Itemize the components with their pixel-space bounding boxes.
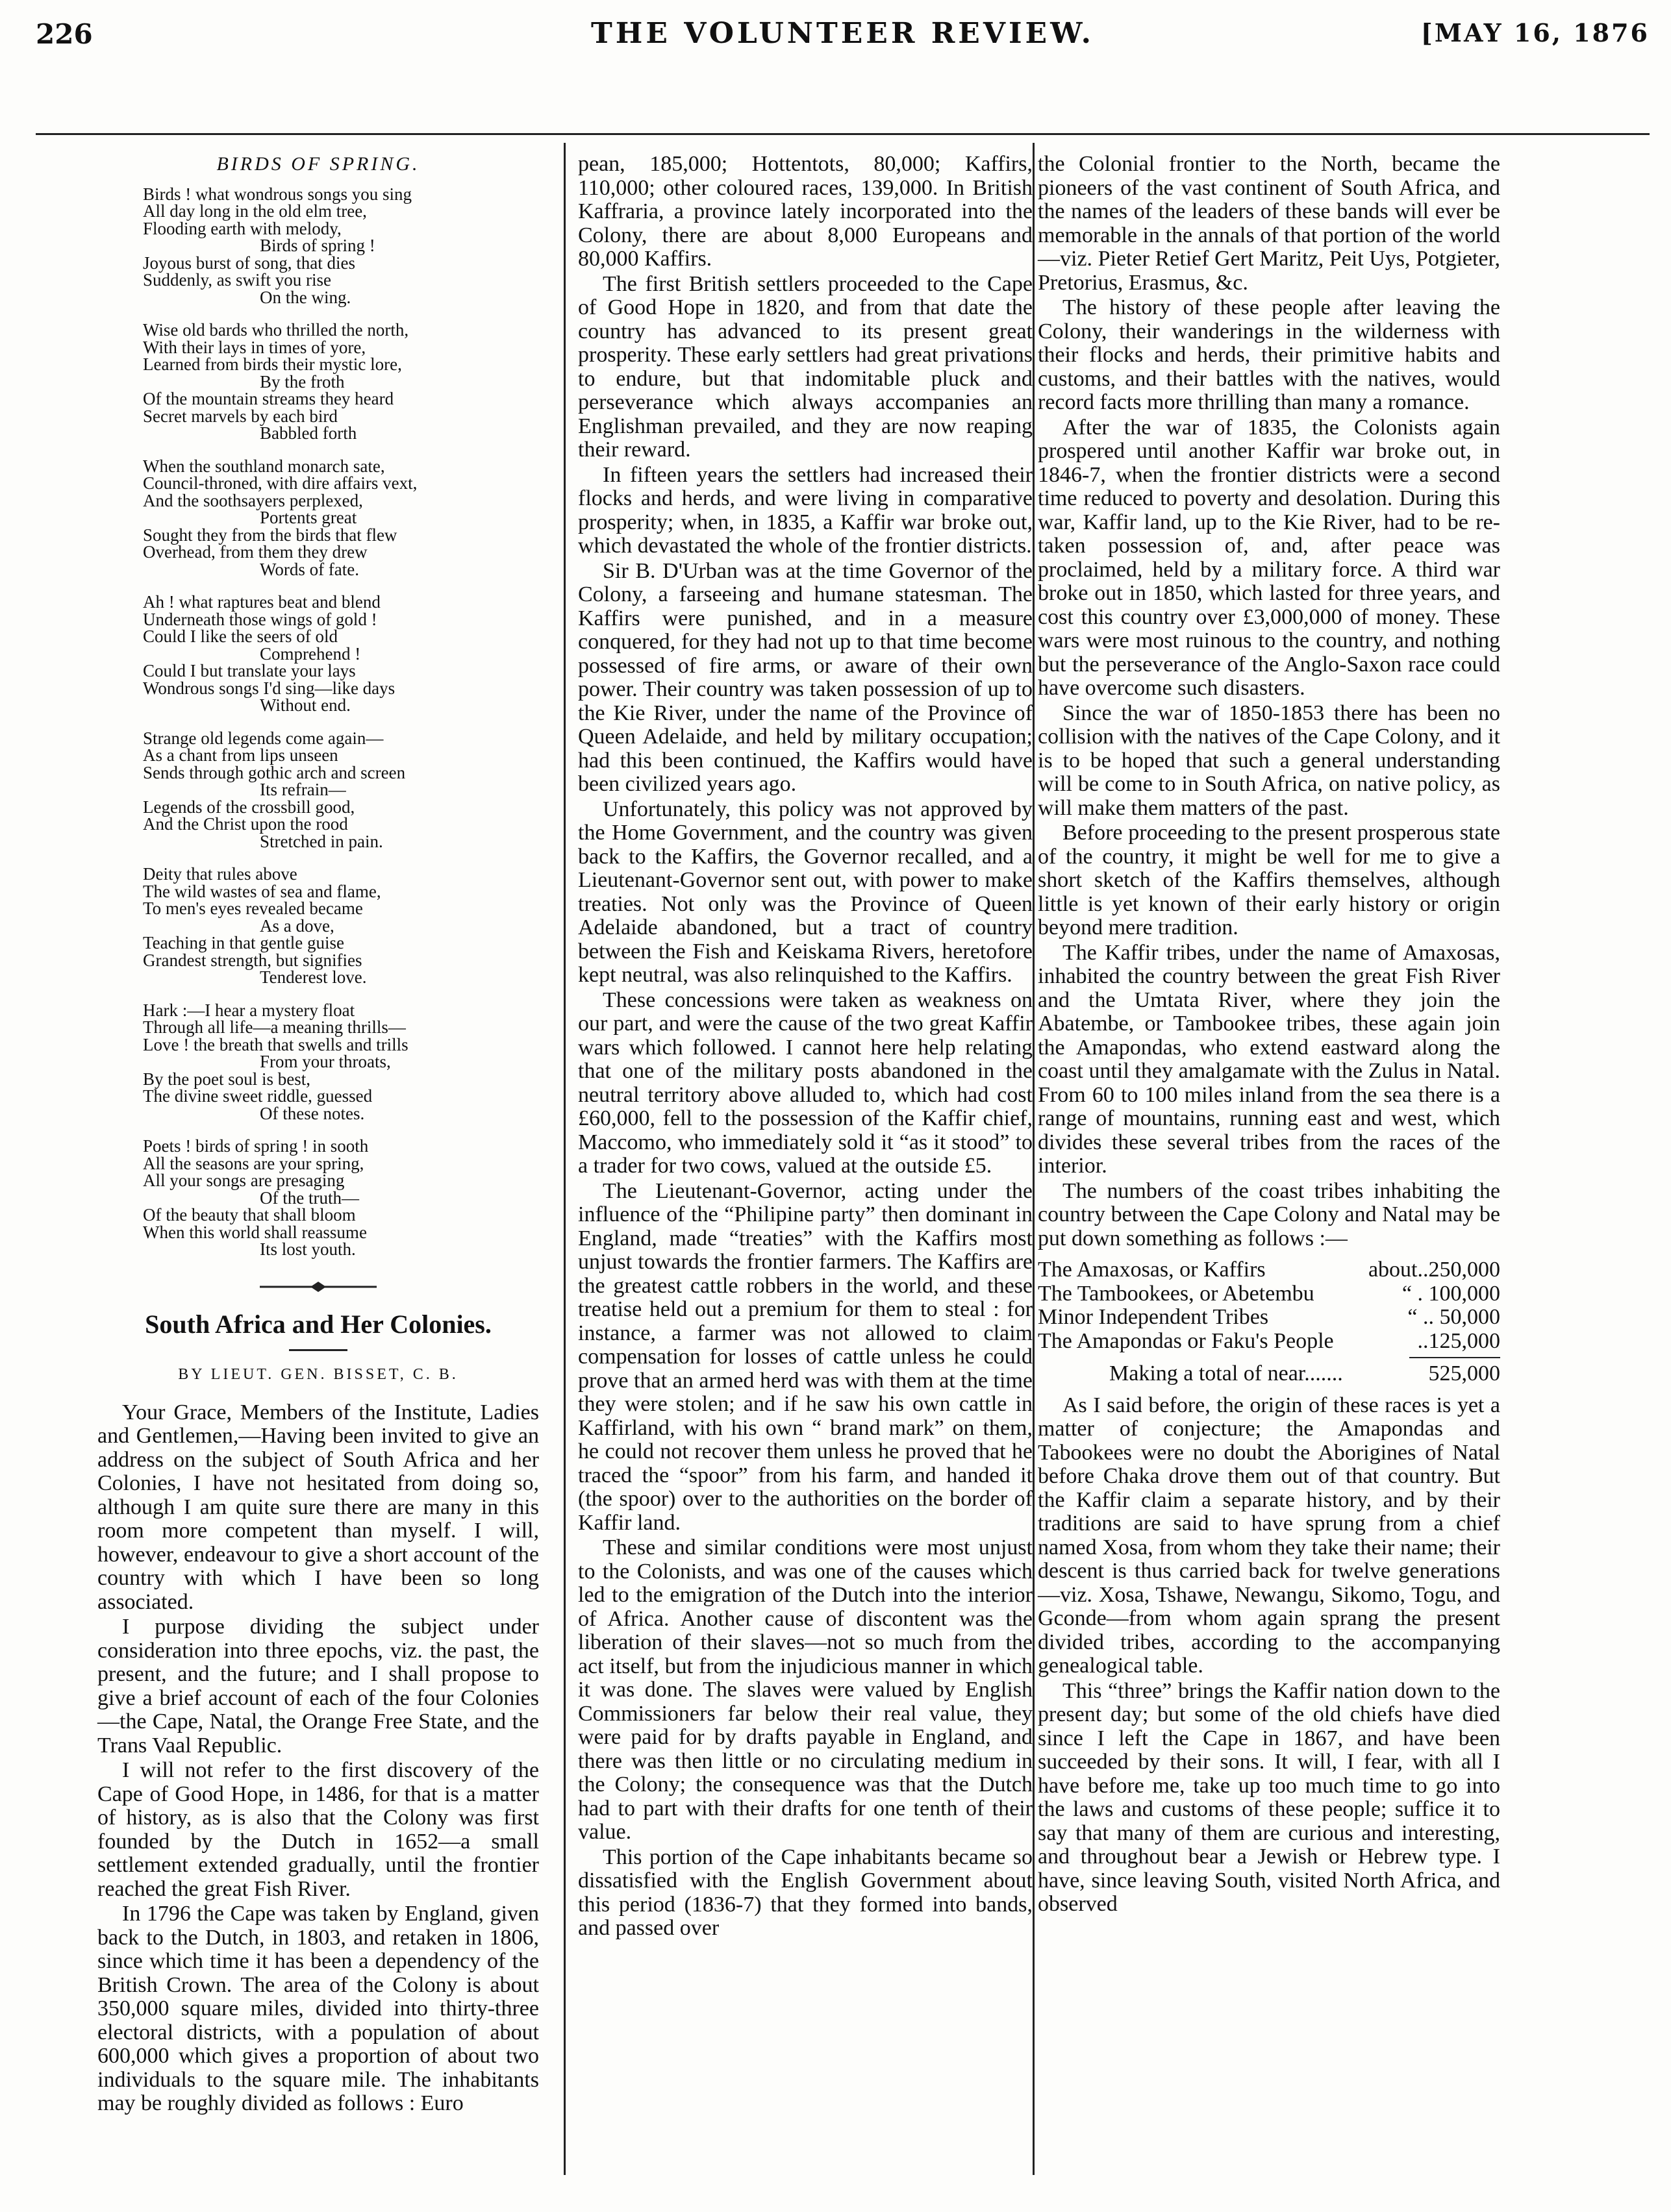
poem-line: Grandest strength, but signifies xyxy=(143,950,362,970)
total-label: Making a total of near....... xyxy=(1109,1361,1343,1386)
tribe-row xyxy=(1038,1258,1500,1282)
column-middle xyxy=(578,153,1033,1941)
tribe-count: ..125,000 xyxy=(1417,1328,1500,1353)
poem-stanza xyxy=(143,730,539,851)
poem-line: Sends through gothic arch and screen xyxy=(143,762,406,782)
poem-line: Without end. xyxy=(260,695,351,715)
article-paragraph: In fifteen years the settlers had increased their flocks and herds, and were living in comparative prosperity; when, in 1835, a Kaffir war broke out, which devastated the whole of the frontier districts. xyxy=(578,462,1033,558)
poem-line: Wondrous songs I'd sing—like days xyxy=(143,678,396,698)
poem-line: And the soothsayers perplexed, xyxy=(143,490,363,510)
poem-line: Through all life—a meaning thrills— xyxy=(143,1017,406,1037)
tribe-count: about..250,000 xyxy=(1368,1258,1500,1282)
poem-line: Learned from birds their mystic lore, xyxy=(143,354,402,374)
poem-line: Hark :—I hear a mystery float xyxy=(143,1000,355,1020)
poem-line: Legends of the crossbill good, xyxy=(143,797,355,817)
poem-line: Love ! the breath that swells and trills xyxy=(143,1034,408,1054)
page-number: 226 xyxy=(36,18,93,50)
poem-line: Teaching in that gentle guise xyxy=(143,933,345,952)
column-right xyxy=(1038,153,1500,1917)
article-paragraph: I purpose dividing the subject under consideration into three epochs, viz. the past, the present, and the future; and I shall propose to give a brief account of each of the four Colonies—the Cape, Natal, the Orange Free State, and the Trans Vaal Republic. xyxy=(97,1615,539,1758)
tribe-name: The Tambookees, or Abetembu xyxy=(1038,1281,1314,1306)
poem-line: Portents great xyxy=(260,508,357,527)
poem-line: When this world shall reassume xyxy=(143,1222,367,1242)
article-paragraph: After the war of 1835, the Colonists again prospered until another Kaffir war broke out, in 1846-7, when the frontier districts were a second time reduced to poverty and desolation. During this war, Kaffir land, up to the Kie River, had to be re-taken possession of, and, after peace was proclaimed, held by a military force. A third war broke out in 1850, which lasted for three years, and cost this country over £3,000,000 of money. These wars were most ruinous to the country, and nothing but the perseverance of the Anglo-Saxon race could have overcome such disasters. xyxy=(1038,415,1500,700)
tribe-name: The Amaxosas, or Kaffirs xyxy=(1038,1258,1266,1282)
poem-stanza xyxy=(143,321,539,442)
poem-title: BIRDS OF SPRING. xyxy=(216,153,420,175)
poem-line: Wise old bards who thrilled the north, xyxy=(143,320,409,340)
poem-stanza xyxy=(143,1137,539,1258)
poem-line: From your throats, xyxy=(260,1052,391,1071)
poem-line: Tenderest love. xyxy=(260,967,367,987)
poem-line: Birds of spring ! xyxy=(260,236,375,255)
poem-line: Of the truth— xyxy=(260,1187,359,1208)
poem-line: Sought they from the birds that flew xyxy=(143,525,397,545)
poem-stanza xyxy=(143,865,539,986)
poem-body xyxy=(97,186,539,1258)
poem-line: With their lays in times of yore, xyxy=(143,337,366,357)
poem-line: Stretched in pain. xyxy=(260,831,383,851)
poem-line: When the southland monarch sate, xyxy=(143,456,385,476)
column-left xyxy=(97,153,539,2116)
column-divider-2 xyxy=(1033,143,1035,2175)
poem-line: Its lost youth. xyxy=(260,1239,356,1259)
middle-article-text xyxy=(578,153,1033,1941)
poem-line: As a chant from lips unseen xyxy=(143,745,338,765)
poem-line: Birds ! what wondrous songs you sing xyxy=(143,184,412,204)
poem-line: Comprehend ! xyxy=(260,643,361,664)
right-article-text-a xyxy=(1038,153,1500,1250)
article-paragraph: The Lieutenant-Governor, acting under the influence of the “Philipine party” then dominant in England, made “treaties” with the Kaffirs most unjust towards the frontier farmers. The Kaffirs are the greatest cattle robbers in the world, and these treatise held out a premium for them to steal : for instance, a farmer was not allowed to claim compensation for losses of cattle unless he could prove that an armed herd was with them at the time they were stolen; and if he saw his own cattle in Kaffirland, with his own “ brand mark” on them, he could not recover them unless he proved that he traced the “spoor” from his farm, and handed it (the spoor) over to the authorities on the border of Kaffir land. xyxy=(578,1178,1033,1535)
article-paragraph: This “three” brings the Kaffir nation down to the present day; but some of the old chiefs have died since I left the Cape in 1867, and have been succeeded by their sons. It will, I fear, with all I have before me, take up too much time to go into the laws and customs of these people; suffice it to say that many of them are curious and interesting, and throughout bear a Jewish or Hebrew type. I have, since leaving South, visited North Africa, and observed xyxy=(1038,1678,1500,1916)
poem-line: Words of fate. xyxy=(260,559,360,579)
article-paragraph: pean, 185,000; Hottentots, 80,000; Kaffirs, 110,000; other coloured races, 139,000. In British Kaffraria, a province lately incorporated into the Colony, there are about 8,000 Europeans and 80,000 Kaffirs. xyxy=(578,152,1033,271)
article-paragraph: This portion of the Cape inhabitants became so dissatisfied with the English Government about this period (1836-7) that they formed into bands, and passed over xyxy=(578,1845,1033,1940)
poem-line: Overhead, from them they drew xyxy=(143,542,368,562)
article-paragraph: The history of these people after leaving the Colony, their wanderings in the wilderness with their flocks and herds, their primitive habits and customs, and their battles with the natives, would record facts more thrilling than many a romance. xyxy=(1038,295,1500,414)
article-paragraph: The first British settlers proceeded to the Cape of Good Hope in 1820, and from that date the country has advanced to its present great prosperity. These early settlers had great privations to endure, but that indomitable pluck and perseverance which always accompanies an Englishman prevailed, and they are now reaping their reward. xyxy=(578,271,1033,462)
masthead xyxy=(36,12,1650,60)
poem-line: The divine sweet riddle, guessed xyxy=(143,1086,373,1106)
article-paragraph: These concessions were taken as weakness on our part, and were the cause of the two great Kaffir wars which followed. I cannot here help relating that one of the military posts abandoned in the neutral territory above alluded to, which had cost £60,000, fell to the possession of the Kaffir chief, Maccomo, who immediately sold it “as it stood” to a trader for two cows, valued at the outside £5. xyxy=(578,988,1033,1178)
poem-stanza xyxy=(143,186,539,306)
poem-line: As a dove, xyxy=(260,915,334,936)
publication-title: THE VOLUNTEER REVIEW. xyxy=(591,17,1094,50)
poem-line: Strange old legends come again— xyxy=(143,728,384,748)
poem-line: Its refrain— xyxy=(260,780,346,799)
poem-line: To men's eyes revealed became xyxy=(143,899,363,918)
article-paragraph: Sir B. D'Urban was at the time Governor of the Colony, a farseeing and humane statesman. The Kaffirs were punished, and in a measure conquered, for they had not up to that time become possessed of fire arms, or aware of their own power. Their country was taken possession of up to the Kie River, under the name of the Province of Queen Adelaide, and held by military occupation; had this been continued, the Kaffirs would have been civilized years ago. xyxy=(578,558,1033,796)
poem-line: All your songs are presaging xyxy=(143,1171,345,1190)
tribe-row xyxy=(1038,1282,1500,1306)
header-rule xyxy=(36,133,1650,135)
right-article-text-b xyxy=(1038,1394,1500,1917)
poem-line: Of these notes. xyxy=(260,1103,365,1123)
article-paragraph: Your Grace, Members of the Institute, Ladies and Gentlemen,—Having been invited to give an address on the subject of South Africa and her Colonies, I have not hesitated from doing so, although I am quite sure there are many in this room more competent than myself. I will, however, endeavour to give a short account of the country with which I have been so long associated. xyxy=(97,1400,539,1614)
poem-line: By the froth xyxy=(260,371,345,391)
left-article-text xyxy=(97,1401,539,2116)
poem-line: Secret marvels by each bird xyxy=(143,406,338,426)
article-paragraph: In 1796 the Cape was taken by England, given back to the Dutch, in 1803, and retaken in 1806, since which time it has been a dependency of the British Crown. The area of the Colony is about 350,000 square miles, divided into thirty-three electoral districts, with a population of about 600,000 which gives a proportion of about two individuals to the square mile. The inhabitants may be roughly divided as follows : Euro xyxy=(97,1902,539,2115)
total-value: 525,000 xyxy=(1428,1361,1500,1386)
poem-line: Council-throned, with dire affairs vext, xyxy=(143,473,418,493)
tribe-count: “ . 100,000 xyxy=(1401,1281,1500,1306)
article-paragraph: Since the war of 1850-1853 there has been no collision with the natives of the Cape Colony, and it is to be hoped that such a general understanding will be come to in South Africa, on native policy, as will make them matters of the past. xyxy=(1038,701,1500,820)
poem-line: Underneath those wings of gold ! xyxy=(143,609,377,629)
tribe-count: “ .. 50,000 xyxy=(1407,1305,1500,1329)
poem-line: Poets ! birds of spring ! in sooth xyxy=(143,1136,369,1156)
article-paragraph: the Colonial frontier to the North, became the pioneers of the vast continent of South Africa, and the names of the leaders of these bands will ever be memorable in the annals of that portion of the world—viz. Pieter Retief Gert Maritz, Peit Uys, Potgieter, Pretorius, Erasmus, &c. xyxy=(1038,152,1500,295)
poem-line: Babbled forth xyxy=(260,423,357,443)
poem-line: The wild wastes of sea and flame, xyxy=(143,881,381,901)
article-byline: BY LIEUT. GEN. BISSET, C. B. xyxy=(178,1366,459,1383)
poem-line: Of the mountain streams they heard xyxy=(143,389,394,408)
poem-line: Joyous burst of song, that dies xyxy=(143,253,355,273)
column-divider-1 xyxy=(564,143,566,2175)
issue-date: [MAY 16, 1876 xyxy=(1420,18,1650,47)
poem-line: Ah ! what raptures beat and blend xyxy=(143,592,381,612)
article-paragraph: The Kaffir tribes, under the name of Amaxosas, inhabited the country between the great Fish River and the Umtata River, where they join the Abatembe, or Tambookee tribes, these again join the Amapondas, who extend eastward along the coast until they amalgamate with the Zulus in Natal. From 60 to 100 miles inland from the sea there is a range of mountains, running east and west, which divides these several tribes from the races of the interior. xyxy=(1038,940,1500,1178)
poem-line: Could I like the seers of old xyxy=(143,627,338,646)
tribe-name: The Amapondas or Faku's People xyxy=(1038,1328,1334,1353)
tribe-row xyxy=(1038,1330,1500,1354)
poem-stanza xyxy=(143,1002,539,1123)
article-paragraph: Before proceeding to the present prosperous state of the country, it might be well for me to give a short sketch of the Kaffirs themselves, although little is yet known of their early history or origin beyond mere tradition. xyxy=(1038,821,1500,939)
total-rule xyxy=(1409,1357,1500,1358)
poem-line: All day long in the old elm tree, xyxy=(143,201,367,221)
total-row xyxy=(1038,1362,1500,1386)
poem-line: On the wing. xyxy=(260,287,351,307)
poem-stanza xyxy=(143,458,539,578)
section-ornament xyxy=(253,1280,383,1293)
article-paragraph: As I said before, the origin of these races is yet a matter of conjecture; the Amapondas and Tabookees were no doubt the Aborigines of Natal before Chaka drove them out of that country. But the Kaffir claim a separate history, and by their traditions are said to have sprung from a chief named Xosa, from whom they take their name; their descent is thus carried back for twelve generations—viz. Xosa, Tshawe, Newangu, Sikomo, Togu, and Gconde—from whom again sprang the present divided tribes, according to the accompanying genealogical table. xyxy=(1038,1393,1500,1678)
tribe-row xyxy=(1038,1306,1500,1330)
poem-line: Suddenly, as swift you rise xyxy=(143,270,331,290)
poem-line: Could I but translate your lays xyxy=(143,661,356,680)
poem-stanza xyxy=(143,593,539,714)
poem-line: Deity that rules above xyxy=(143,864,297,884)
article-paragraph: The numbers of the coast tribes inhabiting the country between the Cape Colony and Natal may be put down something as follows :— xyxy=(1038,1178,1500,1250)
poem-line: By the poet soul is best, xyxy=(143,1069,310,1089)
article-paragraph: Unfortunately, this policy was not approved by the Home Government, and the country was given back to the Kaffirs, the Governor recalled, and a Lieutenant-Governor sent out, with power to make treaties. Not only was the Province of Queen Adelaide abandoned, but a tract of country between the Fish and Keiskama Rivers, heretofore kept neutral, was also relinquished to the Kaffirs. xyxy=(578,797,1033,987)
article-title: South Africa and Her Colonies. xyxy=(145,1309,492,1339)
title-rule xyxy=(289,1349,347,1351)
article-paragraph: These and similar conditions were most unjust to the Colonists, and was one of the causes which led to the emigration of the Dutch into the interior of Africa. Another cause of discontent was the liberation of their slaves—not so much from the act itself, but from the injudicious manner in which it was done. The slaves were valued by English Commissioners far below their real value, they were paid for by drafts payable in England, and there was then little or no circulating medium in the Colony; the consequence was that the Dutch had to part with their drafts for one tenth of their value. xyxy=(578,1535,1033,1844)
poem-line: Flooding earth with melody, xyxy=(143,218,342,238)
poem-line: All the seasons are your spring, xyxy=(143,1153,364,1173)
poem-line: Of the beauty that shall bloom xyxy=(143,1205,356,1224)
tribe-name: Minor Independent Tribes xyxy=(1038,1305,1269,1329)
poem-line: And the Christ upon the rood xyxy=(143,814,348,834)
article-paragraph: I will not refer to the first discovery of the Cape of Good Hope, in 1486, for that is a matter of history, as is also that the Colony was first founded by the Dutch in 1652—a small settlement extended gradually, until the frontier reached the great Fish River. xyxy=(97,1758,539,1901)
tribe-population-table xyxy=(1038,1258,1500,1353)
